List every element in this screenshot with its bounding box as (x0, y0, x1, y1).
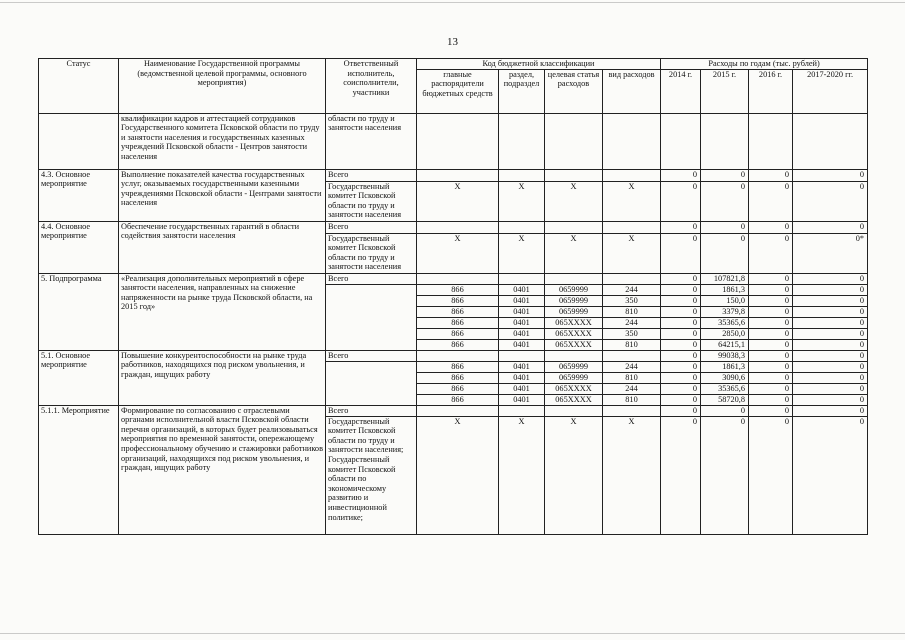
cell-2017: 0 (793, 295, 868, 306)
cell-vr: 810 (603, 372, 661, 383)
cell-2016: 0 (749, 361, 793, 372)
cell-2016: 0 (749, 339, 793, 350)
cell-2014: 0 (661, 221, 701, 233)
cell-grbs: 866 (417, 394, 499, 405)
cell-csr: 0659999 (545, 284, 603, 295)
header-expenses: Расходы по годам (тыс. рублей) (661, 59, 868, 70)
row-name: Выполнение показателей качества государственных услуг, оказываемых государственными казенными учреждениями Псковской области - Центрами занятости населения (119, 169, 326, 221)
cell-2017: 0 (793, 169, 868, 181)
cell-2016: 0 (749, 405, 793, 416)
cell-grbs: 866 (417, 383, 499, 394)
scan-edge-top (0, 2, 905, 3)
cell-2016: 0 (749, 169, 793, 181)
header-status: Статус (39, 59, 119, 114)
cell-rzpr: X (499, 416, 545, 534)
cell-2015: 3379,8 (701, 306, 749, 317)
row-status: 5. Подпрограмма (39, 273, 119, 350)
cell-2016: 0 (749, 350, 793, 361)
row-name: квалификации кадров и аттестацией сотрудников Государственного комитета Псковской области по труду и занятости населения и государственных казенных учреждений Псковской области - Центров занятости населения (119, 113, 326, 169)
row-responsible-total: Всего (326, 405, 417, 416)
cell-2015: 0 (701, 405, 749, 416)
cell-2014: 0 (661, 350, 701, 361)
cell-2017: 0 (793, 361, 868, 372)
cell-2016: 0 (749, 383, 793, 394)
cell-grbs: 866 (417, 372, 499, 383)
row-responsible: Государственный комитет Псковской области по труду и занятости населения (326, 181, 417, 221)
cell-2017: 0 (793, 306, 868, 317)
row-name: Формирование по согласованию с отраслевыми органами исполнительной власти Псковской области перечня организаций, в которых будет реализовываться мероприятия по временной занятости, опережающему профессиональному обучению и стажировки работников организаций, находящихся под риском увольнения, и граждан, ищущих работу (119, 405, 326, 534)
row-responsible-total: Всего (326, 273, 417, 284)
cell-vr: 810 (603, 339, 661, 350)
header-rzpr: раздел, подраздел (499, 69, 545, 113)
header-2016: 2016 г. (749, 69, 793, 113)
header-responsible: Ответственный исполнитель, соисполнители, участники (326, 59, 417, 114)
cell-2017: 0* (793, 233, 868, 273)
cell-2014: 0 (661, 339, 701, 350)
cell-2015: 64215,1 (701, 339, 749, 350)
cell-2017: 0 (793, 350, 868, 361)
header-2017: 2017-2020 гг. (793, 69, 868, 113)
cell-2017: 0 (793, 181, 868, 221)
cell-rzpr: 0401 (499, 328, 545, 339)
cell-2016: 0 (749, 221, 793, 233)
header-budget-code: Код бюджетной классификации (417, 59, 661, 70)
cell-vr: 244 (603, 361, 661, 372)
cell-vr: X (603, 181, 661, 221)
cell-csr: 065XXXX (545, 383, 603, 394)
header-2015: 2015 г. (701, 69, 749, 113)
cell-grbs: 866 (417, 317, 499, 328)
table-row (39, 350, 868, 361)
header-grbs: главные распорядители бюджетных средств (417, 69, 499, 113)
header-2014: 2014 г. (661, 69, 701, 113)
cell-grbs: 866 (417, 339, 499, 350)
cell-2017: 0 (793, 273, 868, 284)
cell-rzpr: X (499, 233, 545, 273)
cell-2015: 35365,6 (701, 317, 749, 328)
cell-2017: 0 (793, 339, 868, 350)
cell-2015: 3090,6 (701, 372, 749, 383)
cell-csr: 0659999 (545, 372, 603, 383)
cell-vr: X (603, 233, 661, 273)
cell-2015: 0 (701, 169, 749, 181)
row-name: Обеспечение государственных гарантий в области содействия занятости населения (119, 221, 326, 273)
cell-csr: 065XXXX (545, 394, 603, 405)
cell-vr: X (603, 416, 661, 534)
cell-csr: 0659999 (545, 295, 603, 306)
cell-2015: 1861,3 (701, 361, 749, 372)
cell-2014: 0 (661, 394, 701, 405)
cell-2016: 0 (749, 295, 793, 306)
cell-rzpr: 0401 (499, 372, 545, 383)
budget-table (38, 58, 868, 535)
cell-2017: 0 (793, 317, 868, 328)
cell-2016: 0 (749, 416, 793, 534)
cell-2014: 0 (661, 181, 701, 221)
cell-rzpr: 0401 (499, 317, 545, 328)
row-status: 4.3. Основное мероприятие (39, 169, 119, 221)
cell-2016: 0 (749, 328, 793, 339)
table-row (39, 273, 868, 284)
cell-grbs: X (417, 416, 499, 534)
cell-2014: 0 (661, 284, 701, 295)
cell-grbs: X (417, 181, 499, 221)
cell-grbs: X (417, 233, 499, 273)
cell-csr: 065XXXX (545, 317, 603, 328)
row-responsible: области по труду и занятости населения (326, 113, 417, 169)
cell-2014: 0 (661, 169, 701, 181)
cell-2016: 0 (749, 233, 793, 273)
cell-vr: 244 (603, 317, 661, 328)
cell-csr: X (545, 181, 603, 221)
row-responsible-total: Всего (326, 350, 417, 361)
cell-grbs: 866 (417, 361, 499, 372)
header-name: Наименование Государственной программы (ведомственной целевой программы, основного мероприятия) (119, 59, 326, 114)
cell-rzpr: 0401 (499, 383, 545, 394)
cell-2014: 0 (661, 317, 701, 328)
cell-2016: 0 (749, 372, 793, 383)
cell-2016: 0 (749, 306, 793, 317)
cell-2015: 58720,8 (701, 394, 749, 405)
cell-2015: 99038,3 (701, 350, 749, 361)
cell-2017: 0 (793, 372, 868, 383)
cell-rzpr: 0401 (499, 394, 545, 405)
cell-2015: 35365,6 (701, 383, 749, 394)
cell-vr: 810 (603, 394, 661, 405)
cell-rzpr: 0401 (499, 295, 545, 306)
cell-rzpr: 0401 (499, 361, 545, 372)
cell-csr: X (545, 416, 603, 534)
cell-2017: 0 (793, 383, 868, 394)
cell-2016: 0 (749, 273, 793, 284)
cell-csr: 0659999 (545, 306, 603, 317)
row-responsible: Государственный комитет Псковской области по труду и занятости населения; Государственный комитет Псковской области по экономическому развитию и инвестиционной политике; (326, 416, 417, 534)
cell-grbs: 866 (417, 284, 499, 295)
cell-2014: 0 (661, 383, 701, 394)
row-status: 4.4. Основное мероприятие (39, 221, 119, 273)
cell-grbs: 866 (417, 306, 499, 317)
cell-2015: 2850,0 (701, 328, 749, 339)
row-status: 5.1. Основное мероприятие (39, 350, 119, 405)
cell-2014: 0 (661, 295, 701, 306)
cell-csr: 0659999 (545, 361, 603, 372)
header-vr: вид расходов (603, 69, 661, 113)
table-row (39, 405, 868, 416)
cell-2015: 150,0 (701, 295, 749, 306)
row-name: Повышение конкурентоспособности на рынке труда работников, находящихся под риском увольнения, и граждан, ищущих работу (119, 350, 326, 405)
cell-2015: 0 (701, 181, 749, 221)
cell-grbs: 866 (417, 295, 499, 306)
scan-edge-bottom (0, 633, 905, 634)
cell-2014: 0 (661, 372, 701, 383)
cell-2015: 0 (701, 221, 749, 233)
cell-grbs: 866 (417, 328, 499, 339)
cell-2014: 0 (661, 361, 701, 372)
cell-2015: 1861,3 (701, 284, 749, 295)
cell-2017: 0 (793, 328, 868, 339)
cell-2016: 0 (749, 284, 793, 295)
cell-rzpr: 0401 (499, 284, 545, 295)
cell-2015: 107821,8 (701, 273, 749, 284)
page-number: 13 (447, 36, 458, 48)
cell-2016: 0 (749, 181, 793, 221)
cell-vr: 244 (603, 284, 661, 295)
table-row (39, 221, 868, 233)
row-responsible-total: Всего (326, 169, 417, 181)
row-name: «Реализация дополнительных мероприятий в сфере занятости населения, направленных на снижение напряженности на рынке труда Псковской области, на 2015 год» (119, 273, 326, 350)
cell-vr: 350 (603, 295, 661, 306)
table-row (39, 113, 868, 169)
cell-vr: 350 (603, 328, 661, 339)
cell-2015: 0 (701, 233, 749, 273)
cell-2014: 0 (661, 273, 701, 284)
cell-2015: 0 (701, 416, 749, 534)
cell-csr: 065XXXX (545, 339, 603, 350)
cell-2016: 0 (749, 317, 793, 328)
row-responsible: Государственный комитет Псковской области по труду и занятости населения (326, 233, 417, 273)
cell-vr: 244 (603, 383, 661, 394)
cell-csr: 065XXXX (545, 328, 603, 339)
table-row (39, 169, 868, 181)
cell-2014: 0 (661, 416, 701, 534)
cell-2017: 0 (793, 221, 868, 233)
cell-2017: 0 (793, 416, 868, 534)
row-responsible-total: Всего (326, 221, 417, 233)
cell-rzpr: 0401 (499, 339, 545, 350)
cell-2014: 0 (661, 306, 701, 317)
cell-2014: 0 (661, 405, 701, 416)
cell-2014: 0 (661, 328, 701, 339)
header-csr: целевая статья расходов (545, 69, 603, 113)
cell-2017: 0 (793, 284, 868, 295)
row-status: 5.1.1. Мероприятие (39, 405, 119, 534)
cell-vr: 810 (603, 306, 661, 317)
cell-2016: 0 (749, 394, 793, 405)
cell-rzpr: 0401 (499, 306, 545, 317)
cell-csr: X (545, 233, 603, 273)
cell-2017: 0 (793, 405, 868, 416)
cell-2017: 0 (793, 394, 868, 405)
cell-2014: 0 (661, 233, 701, 273)
cell-rzpr: X (499, 181, 545, 221)
